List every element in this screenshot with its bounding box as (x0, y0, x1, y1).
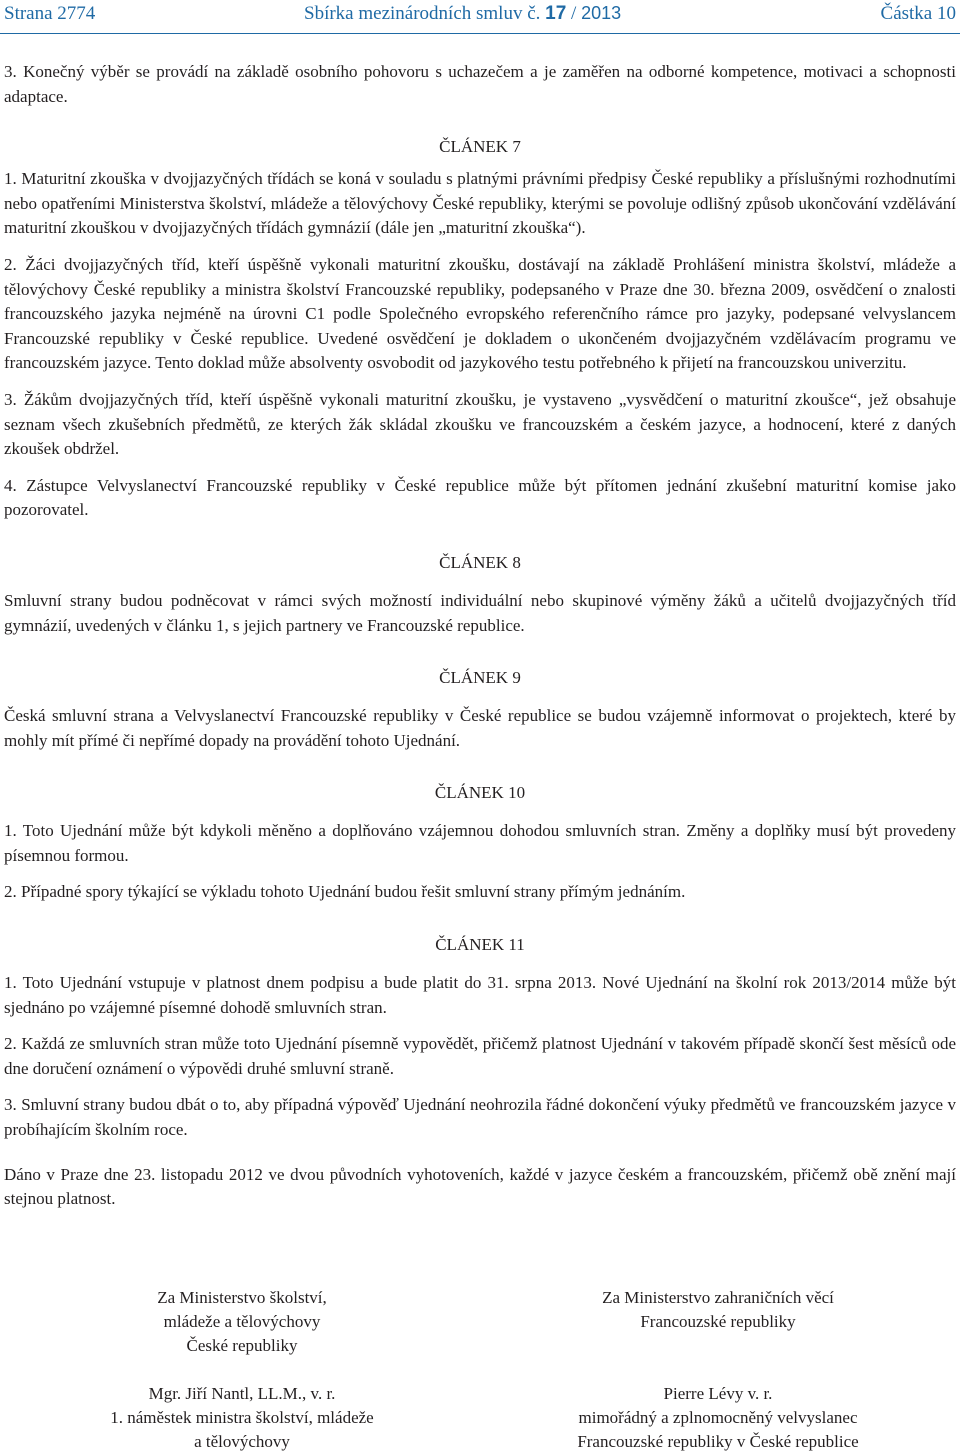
article-9-paragraph-1: Česká smluvní strana a Velvyslanectví Francouzské republiky v České republice se budou vzájemně informovat o projektech, které by mohly mít přímé či nepřímé dopady na provádění tohoto Ujednání. (4, 706, 956, 750)
article-7-paragraph-2: 2. Žáci dvojjazyčných tříd, kteří úspěšně vykonali maturitní zkoušku, dostávají na základě Prohlášení ministra školství, mládeže a tělovýchovy České republiky a ministra školství Francouzské republiky, podepsaného v Praze dne 30. března 2009, osvědčení o znalosti francouzského jazyka nejméně na úrovni C1 podle Společného evropského referenčního rámce pro jazyky, podepsané velvyslancem Francouzské republiky v České republice. Uvedené osvědčení je dokladem o ukončeném dvojjazyčném vzdělávacím programu ve francouzském jazyce. Tento doklad může absolventy osvobodit od jazykového testu potřebného k přijetí na francouzskou univerzitu. (4, 254, 956, 373)
signature-right-signatory-name: Pierre Lévy v. r. (663, 1384, 773, 1403)
signature-left-signatory-line: a tělovýchovy (194, 1432, 290, 1451)
signature-left-institution-line: Za Ministerstvo školství, (157, 1288, 327, 1307)
signature-left (22, 1286, 462, 1454)
article-7-paragraph-1: 1. Maturitní zkouška v dvojjazyčných třídách se koná v souladu s platnými právními předpisy České republiky a příslušnými rozhodnutími nebo opatřeními Ministerstva školství, mládeže a tělovýchovy České republiky, kterými se povoluje odlišný způsob ukončování vzdělávání maturitní zkouškou v dvojjazyčných třídách gymnázií (dále jen „maturitní zkouška“). (4, 169, 956, 238)
article-7-paragraph-4: 4. Zástupce Velvyslanectví Francouzské republiky v České republice může být přítomen jednání zkušební maturitní komise jako pozorovatel. (4, 475, 956, 520)
signature-right-signatory-line: Francouzské republiky v České republice (577, 1432, 859, 1451)
signature-right-institution-line: Za Ministerstvo zahraničních věcí (602, 1288, 834, 1307)
page-number-label: Strana 2774 (4, 3, 96, 24)
page-header (4, 3, 956, 29)
closing-paragraph: Dáno v Praze dne 23. listopadu 2012 ve dvou původních vyhotoveních, každé v jazyce českém a francouzském, přičemž obě znění mají stejnou platnost. (4, 1164, 956, 1209)
article-10-paragraph-2: 2. Případné spory týkající se výkladu tohoto Ujednání budou řešit smluvní strany přímým jednáním. (4, 882, 686, 902)
signature-right-institution-line: Francouzské republiky (640, 1312, 796, 1331)
signature-right-signatory (498, 1382, 938, 1454)
intro-paragraph: 3. Konečný výběr se provádí na základě osobního pohovoru s uchazečem a je zaměřen na odborné kompetence, motivaci a schopnosti adaptace. (4, 62, 956, 106)
signature-left-signatory-name: Mgr. Jiří Nantl, LL.M., v. r. (148, 1384, 336, 1403)
signature-left-signatory-line: 1. náměstek ministra školství, mládeže (110, 1408, 374, 1427)
signature-right (498, 1286, 938, 1454)
signature-right-signatory-line: mimořádný a zplnomocněný velvyslanec (578, 1408, 858, 1427)
article-9-title: ČLÁNEK 9 (439, 668, 521, 688)
article-11-paragraph-1: 1. Toto Ujednání vstupuje v platnost dnem podpisu a bude platit do 31. srpna 2013. Nové Ujednání na školní rok 2013/2014 může být sjednáno po vzájemné písemné dohodě smluvních stran. (4, 973, 956, 1017)
collection-number: 17 (545, 3, 567, 24)
article-11-paragraph-3: 3. Smluvní strany budou dbát o to, aby případná výpověď Ujednání neohrozila řádné dokončení výuky předmětů ve francouzském jazyce v probíhajícím školním roce. (4, 1095, 956, 1140)
signature-left-institution-line: České republiky (186, 1336, 298, 1355)
document-body (4, 60, 956, 1224)
article-10-paragraph-1: 1. Toto Ujednání může být kdykoli měněno a doplňováno vzájemnou dohodou smluvních stran. Změny a doplňky musí být provedeny písemnou formou. (4, 821, 956, 865)
signature-left-institution-line: mládeže a tělovýchovy (163, 1312, 321, 1331)
article-11-paragraph-2: 2. Každá ze smluvních stran může toto Ujednání písemně vypovědět, přičemž platnost Ujednání v takovém případě skončí šest měsíců ode dne doručení oznámení o výpovědi druhé smluvní straně. (4, 1034, 956, 1078)
signature-right-institution (498, 1286, 938, 1358)
header-divider (0, 33, 960, 34)
collection-separator: / (571, 3, 577, 24)
article-7-title: ČLÁNEK 7 (439, 137, 521, 157)
article-10-title: ČLÁNEK 10 (434, 783, 526, 803)
article-8-paragraph-1: Smluvní strany budou podněcovat v rámci svých možností individuální nebo skupinové výměny žáků a učitelů dvojjazyčných tříd gymnázií, uvedených v článku 1, s jejich partnery ve Francouzské republice. (4, 590, 956, 635)
signature-left-signatory (22, 1382, 462, 1454)
part-label: Částka 10 (880, 3, 956, 24)
collection-year: 2013 (581, 3, 622, 23)
collection-prefix: Sbírka mezinárodních smluv č. (304, 3, 541, 24)
article-11-title: ČLÁNEK 11 (435, 935, 525, 955)
article-7-paragraph-3: 3. Žákům dvojjazyčných tříd, kteří úspěšně vykonali maturitní zkoušku, je vystaveno „vysvědčení o maturitní zkoušce“, jež obsahuje seznam všech zkušebních předmětů, ze kterých žák skládal zkoušku ve francouzském a českém jazyce, a hodnocení, které z daných zkoušek obdržel. (4, 389, 956, 459)
collection-title (304, 3, 621, 25)
signature-left-institution (22, 1286, 462, 1358)
article-8-title: ČLÁNEK 8 (439, 552, 521, 572)
